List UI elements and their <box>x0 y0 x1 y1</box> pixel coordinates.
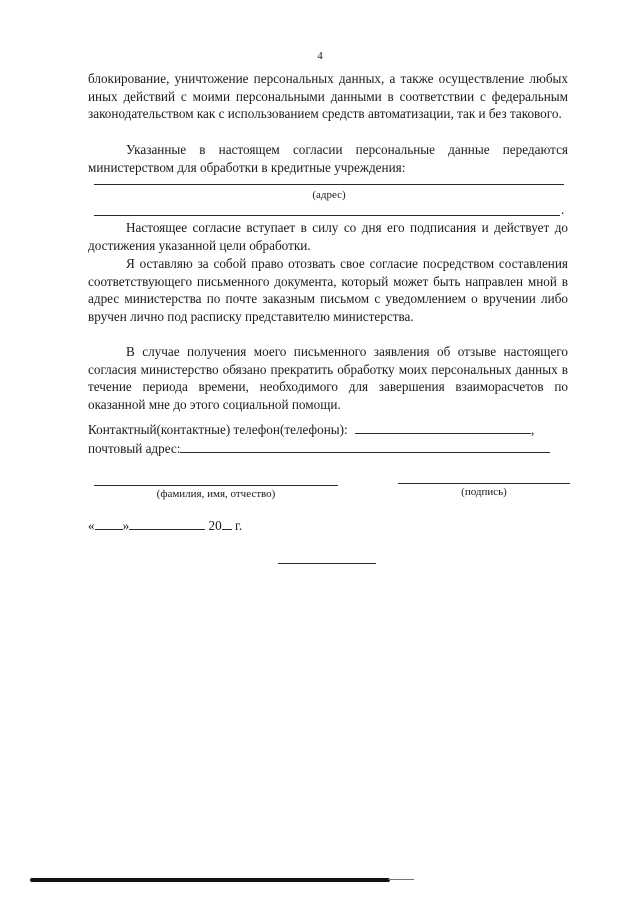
address-caption: (адрес) <box>312 189 346 201</box>
month-field[interactable] <box>129 516 205 530</box>
paragraph-data-processing: блокирование, уничтожение персональных данных, а также осуществление любых иных действий с моими персональными данными в соответствии с федеральным законодательством как с использованием средств автоматизации, так и без такового. <box>88 71 568 122</box>
postal-label: почтовый адрес: <box>88 441 181 456</box>
paragraph-revocation-right: Я оставляю за собой право отозвать свое согласие посредством составления соответствующего письменного документа, который может быть направлен мной в адрес министерства по почте заказным письмом с уведомлением о вручении либо вручен лично под расписку представителю министерства. <box>88 256 568 324</box>
address-line-1 <box>94 184 564 185</box>
phone-label: Контактный(контактные) телефон(телефоны): <box>88 422 348 437</box>
scan-edge-tail <box>388 879 414 880</box>
page-number: 4 <box>317 50 323 62</box>
signature-line[interactable] <box>398 483 570 484</box>
date-open-quote: « <box>88 518 95 533</box>
signature-caption: (подпись) <box>461 486 507 498</box>
phone-field[interactable] <box>355 420 531 434</box>
address-line-2 <box>94 215 560 216</box>
date-close-quote: » <box>122 518 130 533</box>
year-prefix: 20 <box>208 518 222 533</box>
year-suffix: г. <box>231 518 243 533</box>
postal-address-field[interactable] <box>180 439 550 453</box>
phone-line <box>88 420 568 438</box>
phone-suffix: , <box>530 422 535 437</box>
paragraph-revocation-effect: В случае получения моего письменного заявления об отзыве настоящего согласия министерство обязано прекратить обработку моих персональных данных в течение периода времени, необходимого для завершения взаиморасчетов по оказанной мне до этого социальной помощи. <box>88 344 568 412</box>
paragraph-transfer: Указанные в настоящем согласии персональные данные передаются министерством для обработки в кредитные учреждения: <box>88 142 568 175</box>
day-field[interactable] <box>95 516 123 530</box>
paragraph-validity: Настоящее согласие вступает в силу со дня его подписания и действует до достижения указанной цели обработки. <box>88 220 568 253</box>
year-field[interactable] <box>222 516 232 530</box>
name-caption: (фамилия, имя, отчество) <box>156 488 276 500</box>
address-end-mark: . <box>561 202 565 217</box>
name-signature-line[interactable] <box>94 485 338 486</box>
postal-line <box>88 439 568 457</box>
end-separator <box>278 563 376 564</box>
scan-edge-mark <box>30 878 390 882</box>
date-line <box>88 516 242 534</box>
